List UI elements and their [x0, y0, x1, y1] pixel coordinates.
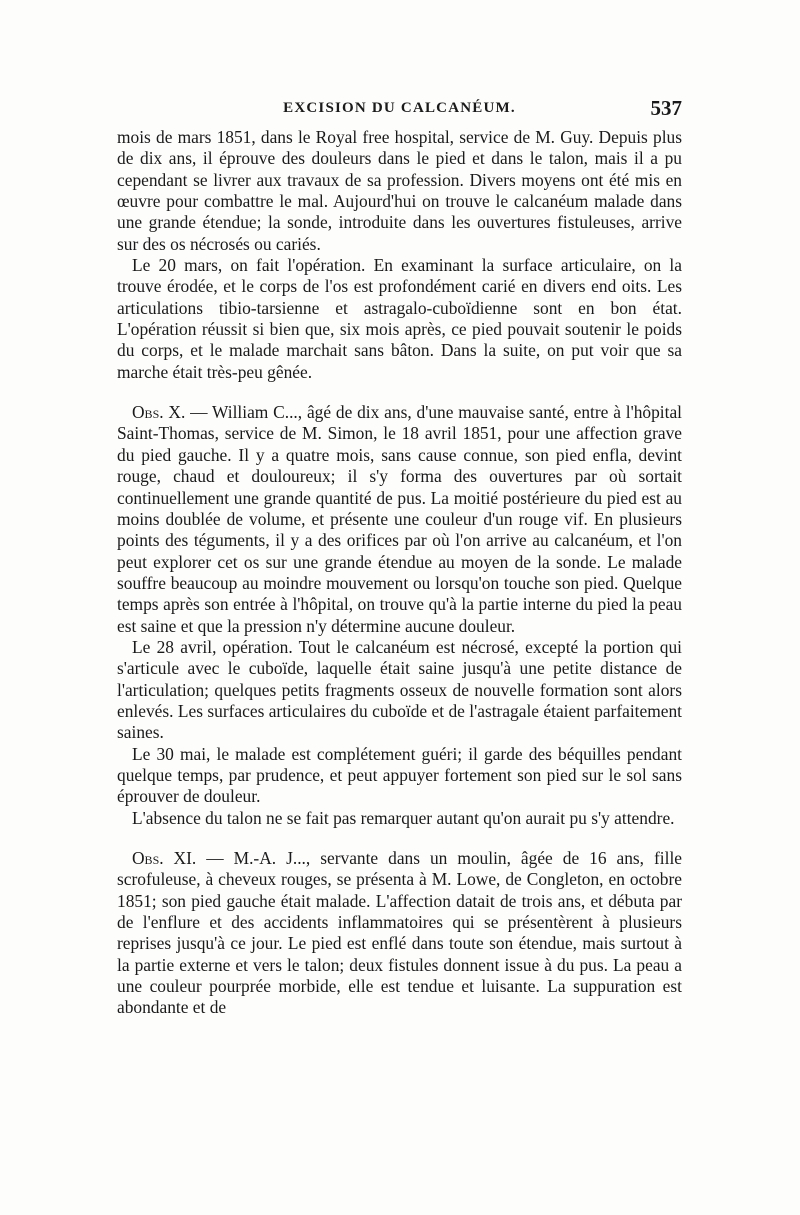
- running-header: [117, 96, 682, 120]
- observation-xi-label: Obs. XI.: [132, 848, 197, 868]
- observation-x-text: — William C..., âgé de dix ans, d'une mauvaise santé, entre à l'hôpital Saint-Thomas, service de M. Simon, le 18 avril 1851, pour une affection grave du pied gauche. Il y a quatre mois, sans cause connue, son pied enfla, devint rouge, chaud et douloureux; il s'y forma des ouvertures par où sortait continuellement une grande quantité de pus. La moitié postérieure du pied est au moins doublée de volume, et présente une couleur d'un rouge vif. En plusieurs points des téguments, il y a des orifices par où l'on arrive au calcanéum, et l'on peut explorer cet os sur une grande étendue au moyen de la sonde. Le malade souffre beaucoup au moindre mouvement ou lorsqu'on touche son pied. Quelque temps après son entrée à l'hôpital, on trouve qu'à la partie interne du pied la peau est saine et que la pression n'y détermine aucune douleur.: [117, 402, 682, 636]
- paragraph-30-mai: Le 30 mai, le malade est complétement guéri; il garde des béquilles pendant quelque temps, par prudence, et peut appuyer fortement son pied sur le sol sans éprouver de douleur.: [117, 743, 682, 807]
- observation-xi: [117, 848, 682, 1019]
- observation-xi-text: — M.-A. J..., servante dans un moulin, âgée de 16 ans, fille scrofuleuse, à cheveux rouges, se présenta à M. Lowe, de Congleton, en octobre 1851; son pied gauche était malade. L'affection datait de trois ans, et débuta par de l'enflure et des accidents inflammatoires qui se présentèrent à plusieurs reprises jusqu'à ce jour. Le pied est enflé dans toute son étendue, mais surtout à la partie externe et vers le talon; deux fistules donnent issue à du pus. La peau a une couleur pourprée morbide, elle est tendue et luisante. La suppuration est abondante et de: [117, 848, 683, 1018]
- paragraph-continuation: mois de mars 1851, dans le Royal free hospital, service de M. Guy. Depuis plus de dix ans, il éprouve des douleurs dans le pied et dans le talon, mais il a pu cependant se livrer aux travaux de sa profession. Divers moyens ont été mis en œuvre pour combattre le mal. Aujourd'hui on trouve le calcanéum malade dans une grande étendue; la sonde, introduite dans les ouvertures fistuleuses, arrive sur des os nécrosés ou cariés.: [117, 127, 682, 254]
- observation-x-label: Obs. X.: [132, 402, 186, 423]
- observation-x: [117, 402, 682, 637]
- paragraph-operation-20-mars: Le 20 mars, on fait l'opération. En examinant la surface articulaire, on la trouve érodée, et le corps de l'os est profondément carié en divers end oits. Les articulations tibio-tarsienne et astragalo-cuboïdienne sont en bon état. L'opération réussit si bien que, six mois après, ce pied pouvait soutenir le poids du corps, et le malade marchait sans bâton. Dans la suite, on put voir que sa marche était très-peu gênée.: [117, 255, 682, 382]
- page-number: 537: [650, 96, 682, 120]
- paragraph-operation-28-avril: Le 28 avril, opération. Tout le calcanéum est nécrosé, excepté la portion qui s'articule avec le cuboïde, laquelle était saine jusqu'à une petite distance de l'articulation; quelques petits fragments osseux de nouvelle formation sont alors enlevés. Les surfaces articulaires du cuboïde et de l'astragale étaient parfaitement saines.: [117, 636, 682, 743]
- running-title: EXCISION DU CALCANÉUM.: [283, 100, 516, 116]
- paragraph-absence-talon: L'absence du talon ne se fait pas remarquer autant qu'on aurait pu s'y attendre.: [132, 807, 675, 828]
- body-text: [117, 127, 682, 1019]
